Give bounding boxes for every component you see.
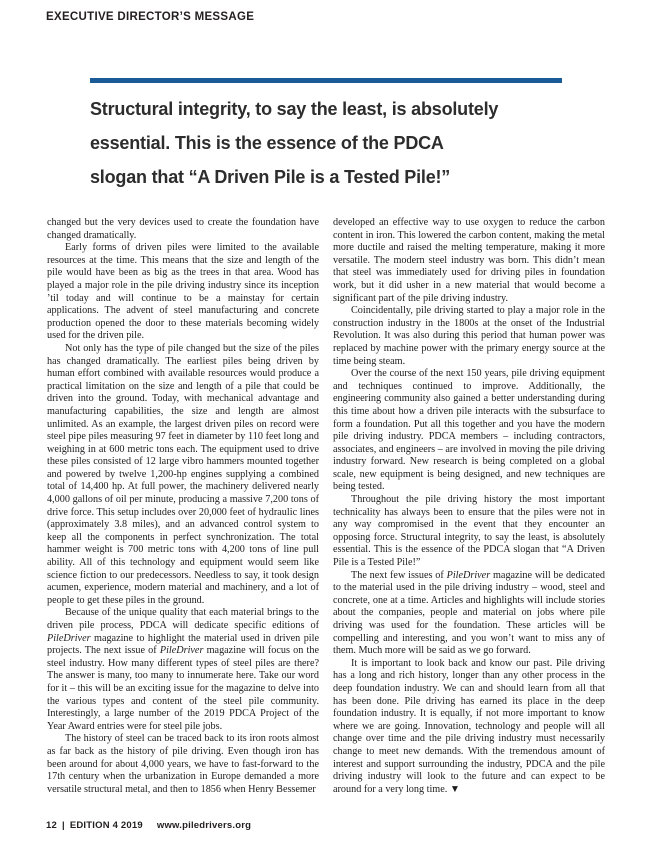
pull-quote-line: essential. This is the essence of the PDCA	[90, 133, 444, 153]
article-column-right	[333, 217, 605, 817]
paragraph: Because of the unique quality that each material brings to the driven pile process, PDCA will dedicate specific editions of PileDriver magazine to highlight the material used in driven pile projects. The next issue of PileDriver magazine will focus on the steel industry. How many different types of steel piles are there? The answer is many, too many to innumerate here. Take our word for it – this will be an exciting issue for the magazine to delve into the various types and content of the steel pile community. Interestingly, a large number of the 2019 PDCA Project of the Year Award entries were for steel pile jobs.	[47, 607, 319, 732]
edition-label: EDITION 4 2019	[69, 820, 143, 831]
paragraph: Throughout the pile driving history the most important technicality has always been to ensure that the piles were not in any way compromised in the event that they encounter an opposing force. Structural integrity, to say the least, is absolutely essential. This is the essence of the PDCA slogan that “A Driven Pile is a Tested Pile!”	[333, 494, 605, 569]
accent-rule	[90, 78, 562, 83]
section-kicker: EXECUTIVE DIRECTOR’S MESSAGE	[46, 11, 255, 23]
paragraph: Over the course of the next 150 years, pile driving equipment and techniques continued to improve. Additionally, the engineering community also gained a better understanding during this time about how a driven pile interacts with the subsurface to form a foundation. Put all this together and you have the modern pile driving industry. PDCA members – including contractors, associates, and engineers – are involved in moving the pile driving industry forward. New research is being completed on a global scale, new equipment is being designed, and new techniques are being tested.	[333, 368, 605, 493]
paragraph: It is important to look back and know our past. Pile driving has a long and rich history, longer than any other process in the deep foundation industry. We can and should learn from all that has been done. Pile driving has earned its place in the deep foundation industry. It is equally, if not more important to know where we are going. Innovation, technology and people will all change over time and the pile driving industry must necessarily change to meet new demands. With the tremendous amount of interest and support surrounding the industry, PDCA and the pile driving industry will look to the future and can expect to be around for a very long time. ▼	[333, 657, 605, 795]
paragraph: The next few issues of PileDriver magazine will be dedicated to the material used in the pile driving industry – wood, steel and concrete, one at a time. Articles and highlights will include stories about the companies, people and material on jobs where pile driving was used for the foundation. These articles will be compelling and interesting, and you won’t want to miss any of them. Much more will be said as we go forward.	[333, 569, 605, 657]
pull-quote-line: Structural integrity, to say the least, is absolutely	[90, 99, 499, 119]
paragraph: Coincidentally, pile driving started to play a major role in the construction industry in the 1800s at the onset of the Industrial Revolution. It was also during this period that human power was replaced by machine power with the primary energy source at the time being steam.	[333, 305, 605, 367]
page-number: 12	[46, 820, 57, 831]
website-url: www.piledrivers.org	[156, 820, 252, 831]
paragraph: Early forms of driven piles were limited to the available resources at the time. This means that the size and length of the pile would have been as big as the trees in that area. Wood has played a major role in the pile driving industry since its inception ’til today and will continue to be a mainstay for certain applications. The advent of steel manufacturing and concrete production opened the door to these materials becoming widely used for the driven pile.	[47, 242, 319, 342]
paragraph: changed but the very devices used to create the foundation have changed dramatically.	[47, 217, 319, 241]
footer-separator: |	[61, 820, 65, 831]
pull-quote	[90, 92, 498, 194]
article-column-left	[47, 217, 319, 817]
paragraph: Not only has the type of pile changed but the size of the piles has changed dramatically. The earliest piles being driven by human effort combined with available resources would produce a practical limitation on the size and length of a pile that could be driven into the ground. Today, with mechanical advantage and manufacturing capabilities, the size and length are almost unlimited. As an example, the largest driven piles on record were steel pipe piles measuring 97 feet in diameter by 110 feet long and weighing in at 600 metric tons each. The equipment used to drive these piles consisted of 12 large vibro hammers mounted together and powered by twelve 1,200-hp engines supplying a combined total of 14,400 hp. At full power, the machinery delivered nearly 4,000 gallons of oil per minute, producing a massive 7,200 tons of drive force. This setup includes over 20,000 feet of hydraulic lines (approximately 3.8 miles), and an advanced control system to keep all the components in perfect synchronization. The total hammer weight is 700 metric tons with 4,200 tons of line pull ability. All of this technology and equipment would seem like science fiction to our predecessors. Needless to say, it took design acumen, experience, modern material and machinery, and a lot of people to get these piles in the ground.	[47, 342, 319, 606]
pull-quote-line: slogan that “A Driven Pile is a Tested Pile!”	[90, 167, 451, 187]
paragraph: The history of steel can be traced back to its iron roots almost as far back as the history of pile driving. Even though iron has been around for about 4,000 years, we have to fast-forward to the 17th century when the urbanization in Europe demanded a more versatile structural metal, and then to 1856 when Henry Bessemer	[47, 733, 319, 795]
article-body	[47, 217, 605, 817]
paragraph: developed an effective way to use oxygen to reduce the carbon content in iron. This lowered the carbon content, making the metal more ductile and raised the melting temperature, making it more versatile. The modern steel industry was born. This didn’t mean that steel was immediately used for driving piles in foundation work, but it did usher in a new material that would become a significant part of the pile driving industry.	[333, 217, 605, 304]
page-footer	[46, 820, 251, 831]
